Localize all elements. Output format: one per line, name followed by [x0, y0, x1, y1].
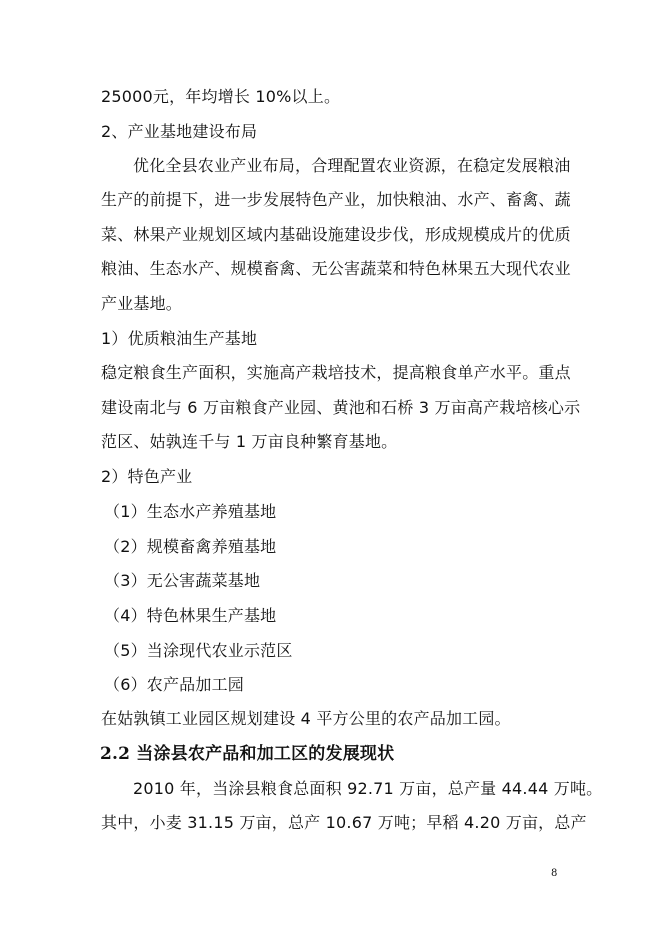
subheading-grain-oil-base: 1）优质粮油生产基地: [101, 329, 258, 348]
list-item-livestock-base: （2）规模畜禽养殖基地: [104, 537, 277, 556]
grain-paragraph-line-3: 范区、姑孰连千与 1 万亩良种繁育基地。: [101, 432, 398, 451]
grain-paragraph-line-2: 建设南北与 6 万亩粮食产业园、黄池和石桥 3 万亩高产栽培核心示: [101, 398, 581, 417]
section-heading-industrial-base-layout: 2、产业基地建设布局: [101, 122, 258, 141]
list-item-fruit-base: （4）特色林果生产基地: [104, 606, 277, 625]
page-number: 8: [551, 868, 558, 879]
status-paragraph-line-1: 2010 年，当涂县粮食总面积 92.71 万亩，总产量 44.44 万吨。: [133, 779, 603, 798]
paragraph-line-2: 生产的前提下，进一步发展特色产业，加快粮油、水产、畜禽、蔬: [101, 190, 571, 209]
processing-park-sentence: 在姑孰镇工业园区规划建设 4 平方公里的农产品加工园。: [101, 709, 511, 728]
subheading-characteristic-industry: 2）特色产业: [101, 467, 193, 486]
text-line-growth: 25000元，年均增长 10%以上。: [101, 87, 341, 106]
list-item-demonstration-zone: （5）当涂现代农业示范区: [104, 641, 293, 660]
grain-paragraph-line-1: 稳定粮食生产面积，实施高产栽培技术，提高粮食单产水平。重点: [101, 363, 571, 382]
paragraph-line-4: 粮油、生态水产、规模畜禽、无公害蔬菜和特色林果五大现代农业: [101, 259, 571, 278]
section-heading-current-status: 2.2 当涂县农产品和加工区的发展现状: [100, 744, 395, 764]
paragraph-line-5: 产业基地。: [101, 294, 183, 313]
list-item-ecological-aquaculture: （1）生态水产养殖基地: [104, 502, 277, 521]
status-paragraph-line-2: 其中，小麦 31.15 万亩，总产 10.67 万吨；早稻 4.20 万亩，总产: [101, 813, 587, 832]
paragraph-line-1: 优化全县农业产业布局，合理配置农业资源，在稳定发展粮油: [133, 156, 571, 175]
paragraph-line-3: 菜、林果产业规划区域内基础设施建设步伐，形成规模成片的优质: [101, 225, 571, 244]
list-item-processing-park: （6）农产品加工园: [104, 675, 244, 694]
list-item-vegetable-base: （3）无公害蔬菜基地: [104, 571, 261, 590]
